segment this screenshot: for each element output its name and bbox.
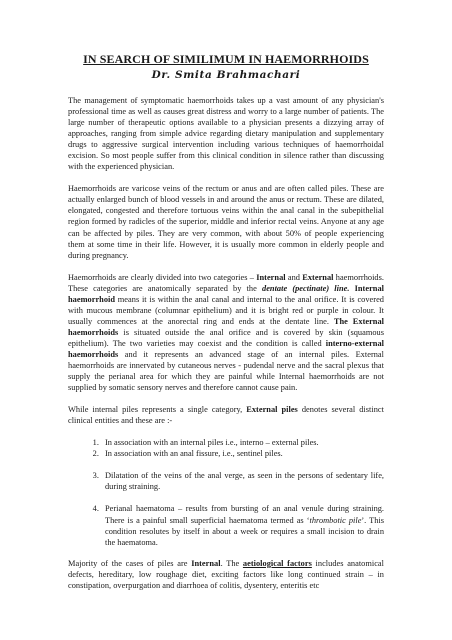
author-name: Dr. Smita Brahmachari bbox=[151, 69, 301, 81]
paragraph-definition: Haemorrhoids are varicose veins of the rectum or anus and are often called piles. These are actually enlarged bunch of blood vessels in and around the anus or rectum. These are dilated, elongated, congested and therefore tortuous veins within the anal canal in the subepithelial region formed by radicles of the superior, middle and inferior rectal veins. Anyone at any age can be affected by piles. They are very common, with about 50% of people experiencing them at some time in their life. However, it is usually more common in elderly people and during pregnancy. bbox=[68, 184, 384, 260]
document-title: IN SEARCH OF SIMILIMUM IN HAEMORRHOIDS bbox=[83, 52, 369, 66]
term-internal: Internal bbox=[256, 272, 286, 282]
list-item: 2. In association with an anal fissure, i.e., sentinel piles. bbox=[101, 448, 384, 459]
term-external: External bbox=[302, 272, 334, 282]
term-internal-majority: Internal bbox=[191, 558, 221, 568]
paragraph-external-piles: While internal piles represents a single category, External piles denotes several distinct clinical entities and these are :- bbox=[68, 405, 384, 426]
term-external-piles: External piles bbox=[246, 405, 298, 415]
list-item: 3. Dilatation of the veins of the anal verge, as seen in the persons of sedentary life, during straining. bbox=[101, 470, 384, 492]
external-piles-list bbox=[68, 437, 384, 547]
list-item: 4. Perianal haematoma – results from bursting of an anal venule during straining. There is a painful small superficial haematoma termed as ‘thrombotic pile’. This condition resolutes by itself in about a week or requires a small incision to drain the haematoma. bbox=[101, 503, 384, 547]
paragraph-intro: The management of symptomatic haemorrhoids takes up a vast amount of any physician's professional time as well as causes great distress and worry to a large number of patients. The large number of therapeutic options available to a physician presents a dizzying array of approaches, ranging from simple advice regarding dietary manipulation and supplementary drugs to aggressive surgical intervention including various techniques of haemorrhoidal excision. So most people suffer from this clinical condition in silence rather than discussing with the experienced physician. bbox=[68, 96, 384, 172]
term-dentate-line: dentate (pectinate) line. bbox=[262, 283, 350, 293]
term-interno-external: interno-external haemorrhoids bbox=[68, 338, 384, 359]
paragraph-categories: Haemorrhoids are clearly divided into two categories – Internal and External haemorrhoids. These categories are anatomically separated by the dentate (pectinate) line. Internal haemorrhoid means it is within the anal canal and internal to the anal orifice. It is covered with mucous membrane (columnar epithelium) and it is bright red or purple in colour. It usually commences at the anorectal ring and ends at the dentate line. The External haemorrhoids is situated outside the anal orifice and is covered by skin (squamous epithelium). The two varieties may coexist and the condition is called interno-external haemorrhoids and it represents an advanced stage of an internal piles. External haemorrhoids are innervated by cutaneous nerves - pudendal nerve and the sacral plexus that supply the perianal area for which they are painful while Internal haemorrhoids are not supplied by somatic sensory nerves and therefore cannot cause pain. bbox=[68, 272, 385, 393]
term-thrombotic-pile: thrombotic pile bbox=[309, 515, 362, 525]
term-aetiological-factors: aetiological factors bbox=[242, 558, 312, 568]
term-internal-haemorrhoid: Internal haemorrhoid bbox=[68, 283, 384, 304]
list-item: 1. In association with an internal piles i.e., interno – external piles. bbox=[101, 437, 384, 448]
term-external-haemorrhoids: The External haemorrhoids bbox=[68, 316, 385, 337]
paragraph-aetiology: Majority of the cases of piles are Internal. The aetiological factors includes anatomical defects, hereditary, low roughage diet, exciting factors like long continued strain – in constipation, overpurgation and diarrhoea of colitis, dysentery, enteritis etc bbox=[68, 558, 384, 590]
